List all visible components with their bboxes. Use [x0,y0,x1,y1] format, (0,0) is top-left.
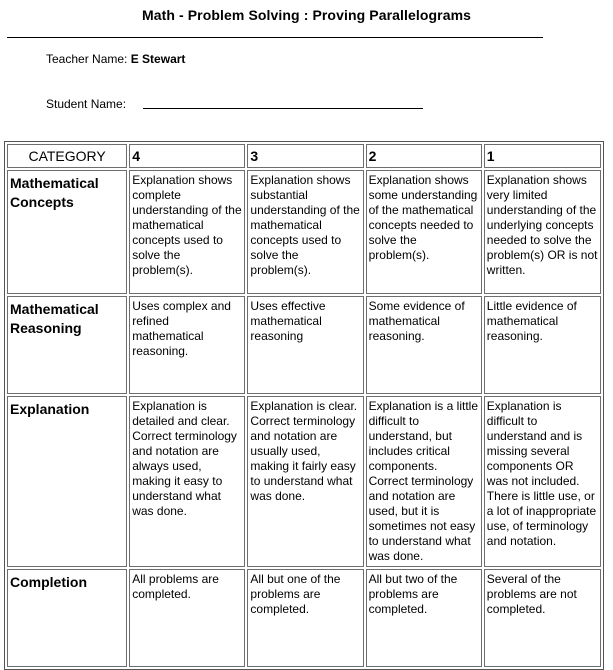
criterion-cell-3: Uses effective mathematical reasoning [247,296,363,394]
rubric-row-mathematical-concepts [7,170,601,294]
criterion-cell-3: Explanation shows substantial understanding of the mathematical concepts used to solve the problem(s). [247,170,363,294]
criterion-cell-1: Explanation shows very limited understanding of the underlying concepts needed to solve the problem(s) OR is not written. [484,170,601,294]
criterion-cell-1: Several of the problems are not completed. [484,569,601,667]
criterion-cell-4: Uses complex and refined mathematical reasoning. [129,296,245,394]
criterion-cell-2: All but two of the problems are completed. [366,569,482,667]
criterion-cell-4: Explanation is detailed and clear. Correct terminology and notation are always used, making it easy to understand what was done. [129,396,245,567]
teacher-name-label: Teacher Name: [46,52,128,66]
header-category: CATEGORY [7,144,127,168]
criterion-cell-3: Explanation is clear. Correct terminology and notation are usually used, making it fairly easy to understand what was done. [247,396,363,567]
rubric-header-row [7,144,601,168]
rubric-table [4,141,604,670]
category-cell: Mathematical Concepts [7,170,127,294]
student-name-line [46,97,126,111]
student-name-label: Student Name: [46,97,127,111]
category-cell: Explanation [7,396,127,567]
header-score-1: 1 [484,144,601,168]
rubric-row-mathematical-reasoning [7,296,601,394]
header-score-4: 4 [129,144,245,168]
student-name-blank [143,108,423,109]
category-cell: Mathematical Reasoning [7,296,127,394]
criterion-cell-2: Some evidence of mathematical reasoning. [366,296,482,394]
title-divider [7,37,543,38]
criterion-cell-3: All but one of the problems are completed. [247,569,363,667]
teacher-name-line [46,52,185,66]
teacher-name-value: E Stewart [130,52,186,66]
category-cell: Completion [7,569,127,667]
rubric-row-completion [7,569,601,667]
header-score-3: 3 [247,144,363,168]
rubric-row-explanation [7,396,601,567]
criterion-cell-2: Explanation is a little difficult to understand, but includes critical components. Correct terminology and notation are used, but it is sometimes not easy to understand what was done. [366,396,482,567]
criterion-cell-1: Explanation is difficult to understand and is missing several components OR was not included. There is little use, or a lot of inappropriate use, of terminology and notation. [484,396,601,567]
criterion-cell-1: Little evidence of mathematical reasoning. [484,296,601,394]
criterion-cell-4: All problems are completed. [129,569,245,667]
criterion-cell-4: Explanation shows complete understanding of the mathematical concepts used to solve the problem(s). [129,170,245,294]
criterion-cell-2: Explanation shows some understanding of the mathematical concepts needed to solve the problem(s). [366,170,482,294]
header-score-2: 2 [366,144,482,168]
document-title: Math - Problem Solving : Proving Parallelograms [141,7,472,23]
